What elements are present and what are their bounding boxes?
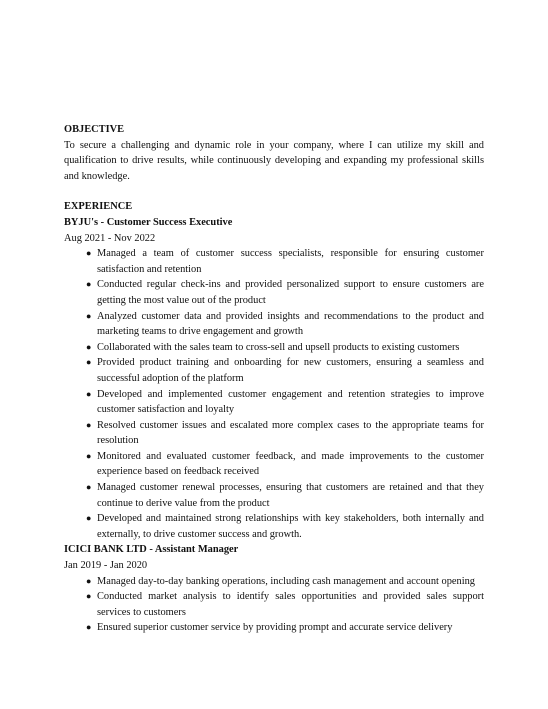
bullet-text: Collaborated with the sales team to cross-sell and upsell products to existing customers bbox=[97, 341, 460, 353]
bullet-icon: ● bbox=[86, 482, 92, 493]
list-item bbox=[64, 574, 484, 590]
bullet-text: Conducted regular check-ins and provided personalized support to ensure customers are getting the most value out of the product bbox=[97, 279, 484, 306]
bullet-text: Conducted market analysis to identify sales opportunities and provided sales support services to customers bbox=[97, 591, 484, 618]
bullet-icon: ● bbox=[86, 341, 92, 352]
section-spacer bbox=[64, 184, 484, 199]
job-dates: Jan 2019 - Jan 2020 bbox=[64, 560, 148, 572]
job-bullet-list bbox=[64, 574, 484, 636]
list-item bbox=[64, 355, 484, 386]
list-item bbox=[64, 277, 484, 308]
list-item bbox=[64, 309, 484, 340]
list-item bbox=[64, 387, 484, 418]
list-item bbox=[64, 511, 484, 542]
bullet-icon: ● bbox=[86, 248, 92, 259]
bullet-icon: ● bbox=[86, 388, 92, 399]
bullet-text: Analyzed customer data and provided insights and recommendations to the product and marketing teams to drive engagement and growth bbox=[97, 310, 484, 338]
bullet-icon: ● bbox=[86, 450, 92, 461]
bullet-icon: ● bbox=[86, 575, 92, 586]
job-entry-icici bbox=[64, 542, 484, 636]
objective-heading: OBJECTIVE bbox=[64, 124, 125, 135]
job-title: ICICI BANK LTD - Assistant Manager bbox=[64, 544, 239, 556]
bullet-icon: ● bbox=[86, 419, 92, 430]
bullet-text: Developed and maintained strong relationships with key stakeholders, both internally and externally, to drive customer success and growth. bbox=[97, 513, 484, 540]
bullet-text: Managed day-to-day banking operations, including cash management and account opening bbox=[97, 575, 475, 587]
bullet-icon: ● bbox=[86, 591, 92, 602]
list-item bbox=[64, 418, 484, 449]
list-item bbox=[64, 620, 484, 636]
list-item bbox=[64, 246, 484, 277]
experience-heading: EXPERIENCE bbox=[64, 201, 133, 213]
bullet-icon: ● bbox=[86, 357, 92, 368]
bullet-text: Managed customer renewal processes, ensuring that customers are retained and that they continue to derive value from the product bbox=[97, 482, 484, 509]
bullet-text: Monitored and evaluated customer feedback, and made improvements to the customer experience based on feedback received bbox=[97, 450, 484, 478]
objective-text: To secure a challenging and dynamic role in your company, where I can utilize my skill and qualification to drive results, while continuously developing and expanding my professional skills and knowledge. bbox=[64, 139, 484, 182]
job-title: BYJU's - Customer Success Executive bbox=[64, 216, 233, 228]
bullet-text: Ensured superior customer service by providing prompt and accurate service delivery bbox=[97, 622, 453, 634]
bullet-text: Managed a team of customer success specialists, responsible for ensuring customer satisfaction and retention bbox=[97, 248, 484, 275]
list-item bbox=[64, 480, 484, 511]
resume-content bbox=[64, 122, 484, 636]
bullet-icon: ● bbox=[86, 279, 92, 290]
list-item bbox=[64, 340, 484, 356]
bullet-icon: ● bbox=[86, 622, 92, 633]
list-item bbox=[64, 589, 484, 620]
job-entry-byjus bbox=[64, 215, 484, 542]
bullet-text: Resolved customer issues and escalated more complex cases to the appropriate teams for resolution bbox=[97, 419, 484, 447]
job-bullet-list bbox=[64, 246, 484, 542]
bullet-text: Provided product training and onboarding for new customers, ensuring a seamless and successful adoption of the platform bbox=[97, 357, 484, 384]
bullet-icon: ● bbox=[86, 513, 92, 524]
bullet-text: Developed and implemented customer engagement and retention strategies to improve customer satisfaction and loyalty bbox=[97, 388, 484, 416]
job-dates: Aug 2021 - Nov 2022 bbox=[64, 232, 156, 244]
list-item bbox=[64, 449, 484, 480]
bullet-icon: ● bbox=[86, 310, 92, 321]
